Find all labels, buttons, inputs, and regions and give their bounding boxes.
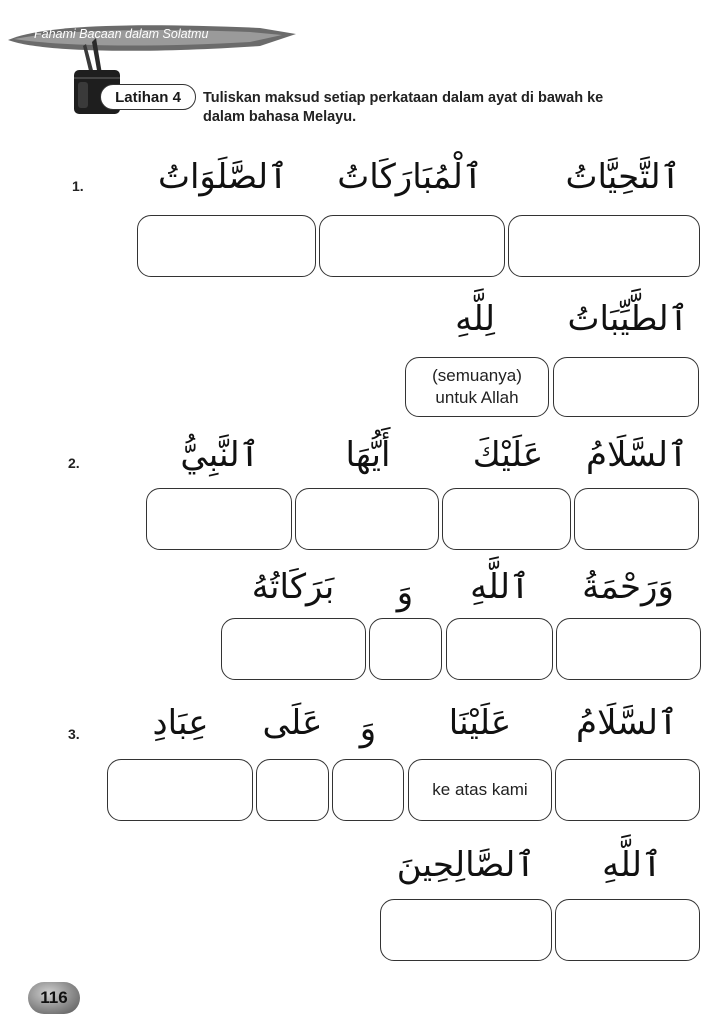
arabic-word: ٱلسَّلَامُ — [586, 435, 688, 475]
answer-box[interactable] — [319, 215, 505, 277]
arabic-word: ٱللَّهِ — [602, 845, 662, 885]
answer-box[interactable] — [556, 618, 701, 680]
arabic-word: وَرَحْمَةُ — [582, 567, 674, 607]
answer-box[interactable] — [295, 488, 439, 550]
page-number: 116 — [40, 988, 68, 1007]
answer-box[interactable] — [332, 759, 404, 821]
exercise-label-text: Latihan 4 — [115, 88, 181, 106]
instruction-line-2: dalam bahasa Melayu. — [203, 109, 357, 125]
answer-box[interactable] — [380, 899, 552, 961]
question-number-3: 3. — [68, 726, 80, 742]
answer-box[interactable] — [146, 488, 292, 550]
arabic-word: عَلَى — [262, 703, 323, 743]
answer-box[interactable] — [555, 759, 700, 821]
answer-box[interactable] — [446, 618, 553, 680]
arabic-word: ٱلطَّيِّبَاتُ — [567, 299, 689, 339]
book-title: Fahami Bacaan dalam Solatmu — [34, 27, 209, 41]
arabic-word: أَيُّهَا — [345, 435, 391, 475]
answer-text: ke atas kami — [432, 779, 528, 799]
arabic-word: لِلَّهِ — [455, 299, 495, 339]
answer-box[interactable] — [137, 215, 316, 277]
arabic-word: ٱلْمُبَارَكَاتُ — [337, 157, 483, 197]
answer-box[interactable] — [369, 618, 442, 680]
arabic-word: وَ — [359, 709, 377, 749]
answer-box[interactable] — [221, 618, 366, 680]
question-number-2: 2. — [68, 455, 80, 471]
answer-box[interactable] — [442, 488, 571, 550]
answer-box-filled[interactable] — [405, 357, 549, 417]
arabic-word: ٱلصَّلَوَاتُ — [157, 157, 289, 197]
answer-box-filled[interactable] — [408, 759, 552, 821]
answer-box[interactable] — [553, 357, 699, 417]
arabic-word: ٱللَّهِ — [470, 567, 530, 607]
answer-text: (semuanya) — [432, 365, 522, 385]
arabic-word: عِبَادِ — [152, 703, 209, 743]
arabic-word: عَلَيْكَ — [472, 435, 544, 475]
instruction-line-1: Tuliskan maksud setiap perkataan dalam ayat di bawah ke — [203, 90, 604, 106]
arabic-word: عَلَيْنَا — [448, 703, 512, 743]
arabic-word: ٱلنَّبِيُّ — [180, 435, 260, 475]
answer-text: untuk Allah — [435, 388, 519, 407]
arabic-word: ٱلتَّحِيَّاتُ — [565, 157, 681, 197]
arabic-word: ٱلسَّلَامُ — [576, 703, 678, 743]
arabic-word: ٱلصَّالِحِينَ — [396, 845, 536, 885]
answer-box[interactable] — [256, 759, 329, 821]
answer-box[interactable] — [107, 759, 253, 821]
page-number-badge — [28, 982, 80, 1014]
arabic-word: بَرَكَاتُهُ — [251, 567, 335, 607]
answer-box[interactable] — [555, 899, 700, 961]
answer-box[interactable] — [508, 215, 700, 277]
question-number-1: 1. — [72, 178, 84, 194]
arabic-word: وَ — [396, 573, 414, 613]
exercise-label — [100, 84, 196, 110]
answer-box[interactable] — [574, 488, 699, 550]
